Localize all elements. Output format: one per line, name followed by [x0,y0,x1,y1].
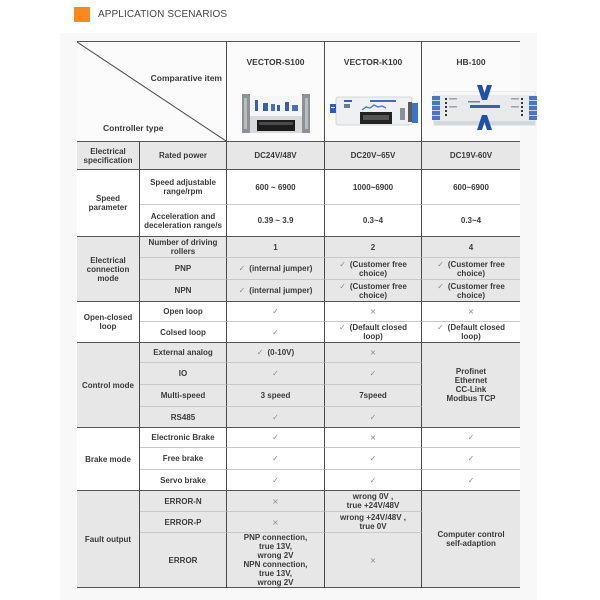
value-cell-vector-s100 [227,280,325,302]
cross-icon: × [369,433,377,442]
value-cell-vector-s100 [227,533,325,588]
row-item-cell [140,343,227,363]
cell-content [239,286,313,295]
product-name: VECTOR-S100 [246,57,305,67]
row-item-label: ERROR-N [164,496,202,506]
value-cell-hb-100 [422,448,520,470]
cell-content [370,476,377,485]
check-icon: ✓ [272,327,279,337]
row-item-cell [140,237,227,258]
check-icon: ✓ [338,323,346,332]
cell-text: 2 [370,242,376,252]
controller-type-label: Controller type [103,123,164,133]
value-cell-vector-k100 [325,322,422,343]
value-cell-vector-k100 [325,205,422,237]
cell-content [370,369,377,378]
product-header-vector-k100 [325,42,422,142]
row-item-cell [140,533,227,588]
section-title: APPLICATION SCENARIOS [98,9,228,20]
value-cell-vector-s100 [227,363,325,385]
check-icon: ✓ [272,369,279,378]
cell-content [273,243,277,252]
row-item-cell [140,491,227,512]
cross-icon: × [272,496,279,506]
value-cell-vector-s100 [227,302,325,322]
cross-icon: × [369,555,377,565]
value-cell-vector-k100 [325,258,422,280]
cross-icon: × [369,307,377,316]
value-cell-vector-s100 [227,491,325,512]
check-icon: ✓ [272,412,279,422]
row-item-cell [140,448,227,470]
cell-content [353,183,393,192]
check-icon: ✓ [467,475,475,485]
cell-content [363,216,383,225]
cell-content [340,513,406,531]
cell-content [450,151,492,160]
group-label-cell [77,170,140,237]
value-cell-vector-s100 [227,322,325,343]
product-name: HB-100 [456,57,486,67]
cell-content [272,476,279,485]
check-icon: ✓ [339,259,346,269]
row-item-label: Open loop [163,307,203,316]
cell-content [437,260,505,278]
row-item-label: ERROR-P [164,517,202,527]
value-cell-vector-k100 [325,142,422,170]
cell-text: (Customer free choice) [349,259,407,278]
row-item-cell [140,170,227,205]
value-cell-hb-100 [422,237,520,258]
group-label: Brake mode [85,454,131,464]
check-icon: ✓ [272,307,279,316]
row-item-cell [140,205,227,237]
cell-content [351,151,396,160]
cell-content [272,369,279,378]
cell-content [468,307,475,316]
value-cell-hb-100-merged [422,491,520,588]
check-icon: ✓ [238,264,246,273]
value-cell-vector-k100 [325,343,422,363]
cell-content [339,282,407,300]
group-label-cell [77,428,140,491]
value-cell-vector-s100 [227,205,325,237]
cell-content [272,413,279,422]
value-cell-hb-100 [422,205,520,237]
row-item-cell [140,280,227,302]
comparison-table [77,41,520,588]
group-label-cell [77,491,140,588]
row-item-cell [140,385,227,407]
value-cell-vector-k100 [325,280,422,302]
cell-content [272,454,279,463]
check-icon: ✓ [467,433,475,442]
cell-content [437,282,505,300]
check-icon: ✓ [437,281,444,291]
cell-content [272,328,279,337]
cell-content [468,433,475,442]
cell-text: DC19V-60V [449,151,493,160]
value-cell-vector-k100 [325,512,422,533]
value-cell-hb-100 [422,428,520,448]
cross-icon: × [272,517,279,527]
cell-text: (Default closed loop) [349,323,408,341]
product-header-hb-100 [422,42,520,142]
group-label: Speed parameter [88,194,128,212]
group-label: Electrical connection mode [86,255,130,283]
vector-k100-controller-photo [330,96,418,126]
product-name: VECTOR-K100 [343,57,403,67]
value-cell-hb-100 [422,280,520,302]
cross-icon: × [467,307,475,316]
value-cell-vector-s100 [227,237,325,258]
check-icon: ✓ [272,433,279,442]
value-cell-vector-s100 [227,385,325,407]
row-item-label: IO [178,369,188,378]
value-cell-vector-k100 [325,407,422,428]
value-cell-vector-k100 [325,448,422,470]
cell-content [437,323,505,341]
group-label-cell [77,302,140,343]
check-icon: ✓ [437,259,444,269]
value-cell-hb-100-merged [422,343,520,428]
row-item-label: Electronic Brake [151,433,215,442]
cell-text: 0.3~4 [460,216,482,225]
cell-text: PNP connection, true 13V, wrong 2V NPN connection, true 13V, wrong 2V [243,533,308,587]
group-label: Electrical specification [83,146,133,165]
cell-text: DC20V~65V [350,151,396,160]
value-cell-hb-100 [422,170,520,205]
row-item-label: Colsed loop [160,327,206,337]
cell-content [370,556,377,565]
row-item-cell [140,363,227,385]
cell-text: wrong +24V/48V , true 0V [339,513,407,531]
cell-text: 4 [468,242,474,252]
cell-content [437,530,504,548]
group-label-cell [77,142,140,170]
row-item-label: NPN [174,286,192,295]
row-item-cell [140,322,227,343]
row-item-label: ERROR [168,555,198,565]
cell-text: (internal jumper) [249,286,313,295]
cell-content [468,476,475,485]
cell-content [243,533,307,587]
row-item-cell [140,142,227,170]
value-cell-vector-s100 [227,448,325,470]
value-cell-vector-k100 [325,428,422,448]
value-cell-hb-100 [422,302,520,322]
check-icon: ✓ [369,369,377,378]
row-item-cell [140,407,227,428]
cell-text: 0.39 ~ 3.9 [257,216,294,225]
value-cell-hb-100 [422,322,520,343]
group-label: Open-closed loop [83,313,133,331]
value-cell-vector-s100 [227,428,325,448]
cell-content [370,307,377,316]
cell-text: (Customer free choice) [349,281,407,300]
check-icon: ✓ [369,454,377,463]
cell-content [272,307,279,316]
value-cell-hb-100 [422,470,520,491]
product-header-vector-s100 [227,42,325,142]
cell-content [359,391,387,400]
cell-text: wrong 0V , true +24V/48V [346,492,400,510]
cell-content [258,216,294,225]
row-item-cell [140,470,227,491]
group-label: Fault output [84,534,132,544]
check-icon: ✓ [369,475,377,485]
cell-text: 1 [273,242,278,252]
cell-content [272,518,279,527]
cell-text: 1000~6900 [352,182,394,192]
cell-content [254,151,296,160]
value-cell-vector-s100 [227,512,325,533]
value-cell-hb-100 [422,258,520,280]
value-cell-vector-k100 [325,363,422,385]
check-icon: ✓ [436,323,444,332]
cell-text: 0.3~4 [362,216,384,225]
cell-text: 3 speed [260,391,291,400]
row-item-cell [140,512,227,533]
check-icon: ✓ [467,454,475,463]
group-label-cell [77,237,140,302]
value-cell-vector-k100 [325,470,422,491]
cross-icon: × [369,348,377,357]
cell-content [261,391,291,400]
cell-text: Profinet Ethernet CC-Link Modbus TCP [446,367,496,403]
cell-content [461,216,481,225]
cell-text: 7speed [359,391,387,400]
cell-text: (Default closed loop) [447,323,506,341]
check-icon: ✓ [238,286,246,295]
row-item-label: Acceleration and deceleration range/s [144,211,222,230]
hb-100-controller-photo [432,85,537,130]
comparative-item-label: Comparative item [150,73,222,83]
value-cell-hb-100 [422,142,520,170]
row-item-cell [140,302,227,322]
cell-text: (Customer free choice) [447,259,505,278]
section-marker-icon [74,7,90,22]
value-cell-vector-s100 [227,470,325,491]
row-item-label: Free brake [162,454,204,463]
cell-content [469,243,473,252]
check-icon: ✓ [272,475,279,485]
diagonal-header-cell [77,42,227,142]
row-item-label: External analog [153,348,213,357]
row-item-label: PNP [174,264,192,273]
row-item-cell [140,258,227,280]
cell-content [339,260,407,278]
group-label: Control mode [82,380,134,390]
value-cell-vector-s100 [227,142,325,170]
value-cell-vector-k100 [325,491,422,512]
cell-text: (0-10V) [267,348,295,357]
check-icon: ✓ [272,454,279,463]
row-item-label: Speed adjustable range/rpm [150,178,216,196]
check-icon: ✓ [369,412,377,422]
cell-content [272,433,279,442]
value-cell-vector-s100 [227,407,325,428]
cell-content [447,367,496,403]
row-item-label: Multi-speed [160,391,206,400]
row-item-label: Servo brake [160,475,206,485]
cell-content [370,413,377,422]
value-cell-vector-k100 [325,533,422,588]
cell-content [453,183,489,192]
cell-text: 600 ~ 6900 [255,182,296,192]
row-item-cell [140,428,227,448]
cell-content [257,348,294,357]
cell-content [339,323,407,341]
cell-text: (Customer free choice) [447,281,505,300]
check-icon: ✓ [256,348,264,357]
cell-content [239,264,313,273]
value-cell-vector-s100 [227,343,325,363]
value-cell-vector-k100 [325,237,422,258]
cell-text: 600~6900 [453,182,489,192]
cell-content [347,492,400,510]
cell-content [468,454,475,463]
value-cell-vector-k100 [325,170,422,205]
cell-content [370,433,377,442]
row-item-label: Number of driving rollers [148,238,218,256]
cell-text: Computer control self-adaption [437,530,505,548]
cell-content [370,454,377,463]
value-cell-vector-s100 [227,258,325,280]
value-cell-vector-k100 [325,385,422,407]
row-item-label: RS485 [170,412,196,422]
value-cell-vector-s100 [227,170,325,205]
value-cell-vector-k100 [325,302,422,322]
group-label-cell [77,343,140,428]
cell-text: (internal jumper) [249,264,313,273]
vector-s100-controller-photo [242,94,310,133]
cell-content [370,348,377,357]
check-icon: ✓ [339,281,346,291]
cell-content [272,497,279,506]
cell-content [371,243,375,252]
row-item-label: Rated power [158,151,207,160]
cell-content [255,183,295,192]
cell-text: DC24V/48V [254,151,297,160]
